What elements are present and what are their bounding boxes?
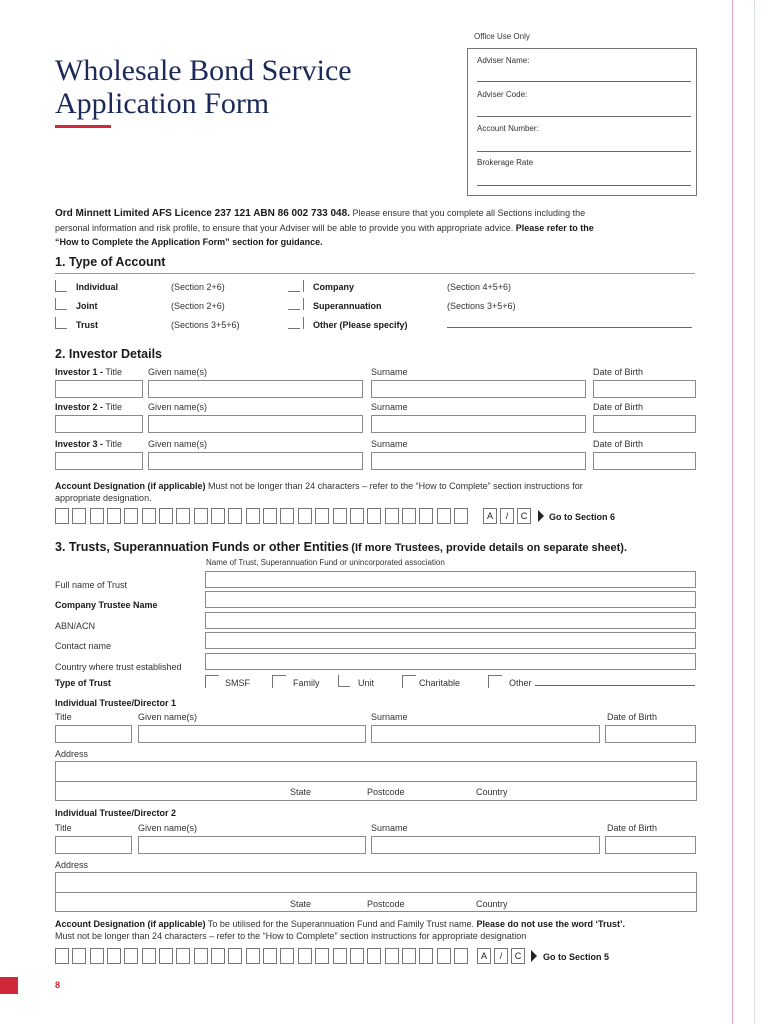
smsf-checkbox[interactable] <box>205 675 219 688</box>
trust-name-caption: Name of Trust, Superannuation Fund or unincorporated association <box>206 558 445 567</box>
s2-a-box: A <box>483 508 497 524</box>
full-name-label: Full name of Trust <box>55 580 128 590</box>
investor-3-surname-input[interactable] <box>371 452 586 470</box>
other-trust-checkbox[interactable] <box>488 675 502 688</box>
company-checkbox[interactable] <box>288 280 300 292</box>
s3-c-box: C <box>511 948 525 964</box>
trustee-1-postcode-label: Postcode <box>367 787 405 797</box>
unit-label: Unit <box>358 678 375 688</box>
section-3-heading <box>55 540 627 554</box>
trustee-1-title-input[interactable] <box>55 725 132 743</box>
investor-2-title-label: Title <box>105 402 123 412</box>
country-established-label: Country where trust established <box>55 662 182 672</box>
type-of-trust-label: Type of Trust <box>55 678 111 688</box>
s3-acct-bold: Account Designation (if applicable) <box>55 919 206 929</box>
trust-label: Trust <box>76 320 99 330</box>
other-checkbox-side <box>303 317 304 329</box>
trustee-2-title-input[interactable] <box>55 836 132 854</box>
investor-2-label <box>55 402 122 412</box>
s2-acct-text-2: appropriate designation. <box>55 493 152 503</box>
investor-3-dob-input[interactable] <box>593 452 696 470</box>
investor-1-title-label: Title <box>105 367 123 377</box>
arrow-right-icon <box>531 950 537 962</box>
adviser-name-label: Adviser Name: <box>477 56 530 65</box>
investor-3-dob-label: Date of Birth <box>593 439 644 449</box>
investor-3-given-input[interactable] <box>148 452 363 470</box>
trustee-2-postcode-label: Postcode <box>367 899 405 909</box>
smsf-label: SMSF <box>225 678 251 688</box>
investor-3-title-label: Title <box>105 439 123 449</box>
charitable-label: Charitable <box>419 678 461 688</box>
family-checkbox[interactable] <box>272 675 286 688</box>
trustee-1-title-label: Title <box>55 712 72 722</box>
investor-2-dob-label: Date of Birth <box>593 402 644 412</box>
s3-acct-text: To be utilised for the Superannuation Fund and Family Trust name. <box>205 919 475 929</box>
adviser-code-line[interactable] <box>477 116 691 117</box>
superannuation-label: Superannuation <box>313 301 382 311</box>
unit-checkbox[interactable] <box>338 675 350 687</box>
s3-acct-text-2: Must not be longer than 24 characters – refer to the “How to Complete” section instructions for appropriate designation <box>55 931 527 941</box>
investor-2-surname-label: Surname <box>371 402 408 412</box>
other-checkbox[interactable] <box>288 317 300 329</box>
investor-3-title-input[interactable] <box>55 452 143 470</box>
company-sections: (Section 4+5+6) <box>447 282 512 292</box>
superannuation-checkbox[interactable] <box>288 298 300 310</box>
investor-1-surname-label: Surname <box>371 367 408 377</box>
trustee-1-surname-input[interactable] <box>371 725 600 743</box>
investor-2-given-label: Given name(s) <box>148 402 208 412</box>
intro-text-1: Please ensure that you complete all Sections including the <box>349 208 586 218</box>
trustee-2-address-line-2[interactable] <box>55 892 697 912</box>
trustee-1-address-label: Address <box>55 749 89 759</box>
company-checkbox-side <box>303 280 304 292</box>
trustee-2-dob-label: Date of Birth <box>607 823 658 833</box>
trustee-1-given-input[interactable] <box>138 725 366 743</box>
individual-checkbox[interactable] <box>55 280 67 292</box>
trustee-1-given-label: Given name(s) <box>138 712 198 722</box>
trustee-2-country-label: Country <box>476 899 508 909</box>
s2-slash-box: / <box>500 508 514 524</box>
family-label: Family <box>293 678 320 688</box>
country-established-input[interactable] <box>205 653 696 670</box>
page-title <box>55 54 352 120</box>
account-number-line[interactable] <box>477 151 691 152</box>
page-tab-marker <box>0 977 18 994</box>
adviser-name-line[interactable] <box>477 81 691 82</box>
investor-1-name: Investor 1 - <box>55 367 104 377</box>
full-name-input[interactable] <box>205 571 696 588</box>
company-trustee-input[interactable] <box>205 591 696 608</box>
investor-1-title-input[interactable] <box>55 380 143 398</box>
investor-2-dob-input[interactable] <box>593 415 696 433</box>
trustee-2-given-label: Given name(s) <box>138 823 198 833</box>
section-3-title: 3. Trusts, Superannuation Funds or other Entities <box>55 540 349 554</box>
s2-goto-section-6[interactable]: Go to Section 6 <box>549 512 616 522</box>
trustee-1-dob-input[interactable] <box>605 725 696 743</box>
trustee-2-surname-input[interactable] <box>371 836 600 854</box>
contact-name-label: Contact name <box>55 641 112 651</box>
intro-bold-3: “How to Complete the Application Form” section for guidance. <box>55 237 323 247</box>
trustee-1-heading: Individual Trustee/Director 1 <box>55 698 177 708</box>
contact-name-input[interactable] <box>205 632 696 649</box>
company-trustee-label: Company Trustee Name <box>55 600 158 610</box>
investor-1-dob-input[interactable] <box>593 380 696 398</box>
s3-designation-cells[interactable] <box>55 948 471 964</box>
company-label: Company <box>313 282 355 292</box>
brokerage-rate-line[interactable] <box>477 185 691 186</box>
s2-c-box: C <box>517 508 531 524</box>
trustee-2-surname-label: Surname <box>371 823 408 833</box>
individual-label: Individual <box>76 282 119 292</box>
other-label: Other (Please specify) <box>313 320 408 330</box>
trustee-1-address-input[interactable] <box>55 761 697 782</box>
investor-2-title-input[interactable] <box>55 415 143 433</box>
investor-1-dob-label: Date of Birth <box>593 367 644 377</box>
margin-line <box>732 0 733 1024</box>
investor-3-name: Investor 3 - <box>55 439 104 449</box>
trust-checkbox[interactable] <box>55 317 67 329</box>
trustee-2-given-input[interactable] <box>138 836 366 854</box>
intro-bold-2: Please refer to the <box>513 223 594 233</box>
arrow-right-icon <box>538 510 544 522</box>
trustee-2-heading: Individual Trustee/Director 2 <box>55 808 177 818</box>
margin-dotted-line <box>754 0 755 1024</box>
s3-acct-bold-2: Please do not use the word ‘Trust’. <box>474 919 626 929</box>
brokerage-rate-label: Brokerage Rate <box>477 158 534 167</box>
licence-text: Ord Minnett Limited AFS Licence 237 121 ABN 86 002 733 048. <box>55 208 350 219</box>
section-2-heading: 2. Investor Details <box>55 347 162 361</box>
title-line-1: Wholesale Bond Service <box>55 54 352 87</box>
trustee-1-surname-label: Surname <box>371 712 408 722</box>
s3-goto-section-5[interactable]: Go to Section 5 <box>543 952 610 962</box>
trustee-2-address-input[interactable] <box>55 872 697 893</box>
other-specify-line[interactable] <box>447 327 692 328</box>
title-underline <box>55 125 111 128</box>
investor-1-given-label: Given name(s) <box>148 367 208 377</box>
joint-checkbox[interactable] <box>55 298 67 310</box>
trustee-2-state-label: State <box>290 899 312 909</box>
office-use-title: Office Use Only <box>474 32 530 41</box>
trust-sections: (Sections 3+5+6) <box>171 320 240 330</box>
investor-1-label <box>55 367 122 377</box>
s2-designation-cells[interactable] <box>55 508 471 524</box>
intro-text-2: personal information and risk profile, to ensure that your Adviser will be able to provide you with appropriate advice. <box>55 223 514 233</box>
section-1-rule <box>55 273 695 274</box>
trustee-1-state-label: State <box>290 787 312 797</box>
s2-account-designation-text <box>55 480 695 504</box>
trustee-1-dob-label: Date of Birth <box>607 712 658 722</box>
charitable-checkbox[interactable] <box>402 675 416 688</box>
investor-3-label <box>55 439 122 449</box>
page-number: 8 <box>55 980 61 990</box>
investor-2-surname-input[interactable] <box>371 415 586 433</box>
other-trust-label: Other <box>509 678 532 688</box>
investor-3-surname-label: Surname <box>371 439 408 449</box>
trustee-2-title-label: Title <box>55 823 72 833</box>
joint-label: Joint <box>76 301 98 311</box>
office-use-box <box>467 48 697 196</box>
investor-2-given-input[interactable] <box>148 415 363 433</box>
trustee-1-country-label: Country <box>476 787 508 797</box>
individual-sections: (Section 2+6) <box>171 282 225 292</box>
trustee-2-address-label: Address <box>55 860 89 870</box>
investor-1-surname-input[interactable] <box>371 380 586 398</box>
investor-2-name: Investor 2 - <box>55 402 104 412</box>
s2-acct-text: Must not be longer than 24 characters – refer to the “How to Complete” section instructions for <box>205 481 583 491</box>
investor-3-given-label: Given name(s) <box>148 439 208 449</box>
section-3-note: (If more Trustees, provide details on separate sheet). <box>351 542 627 554</box>
other-trust-line[interactable] <box>535 685 695 686</box>
abn-acn-label: ABN/ACN <box>55 621 96 631</box>
trustee-2-dob-input[interactable] <box>605 836 696 854</box>
section-1-heading: 1. Type of Account <box>55 255 166 269</box>
abn-acn-input[interactable] <box>205 612 696 629</box>
s3-account-designation-text <box>55 918 705 942</box>
title-line-2: Application Form <box>55 87 270 120</box>
investor-1-given-input[interactable] <box>148 380 363 398</box>
s3-a-box: A <box>477 948 491 964</box>
super-checkbox-side <box>303 298 304 310</box>
account-number-label: Account Number: <box>477 124 539 133</box>
trustee-1-address-line-2[interactable] <box>55 780 697 801</box>
s2-acct-bold: Account Designation (if applicable) <box>55 481 206 491</box>
adviser-code-label: Adviser Code: <box>477 90 528 99</box>
joint-sections: (Section 2+6) <box>171 301 225 311</box>
s3-slash-box: / <box>494 948 508 964</box>
superannuation-sections: (Sections 3+5+6) <box>447 301 516 311</box>
intro-text <box>55 206 695 249</box>
